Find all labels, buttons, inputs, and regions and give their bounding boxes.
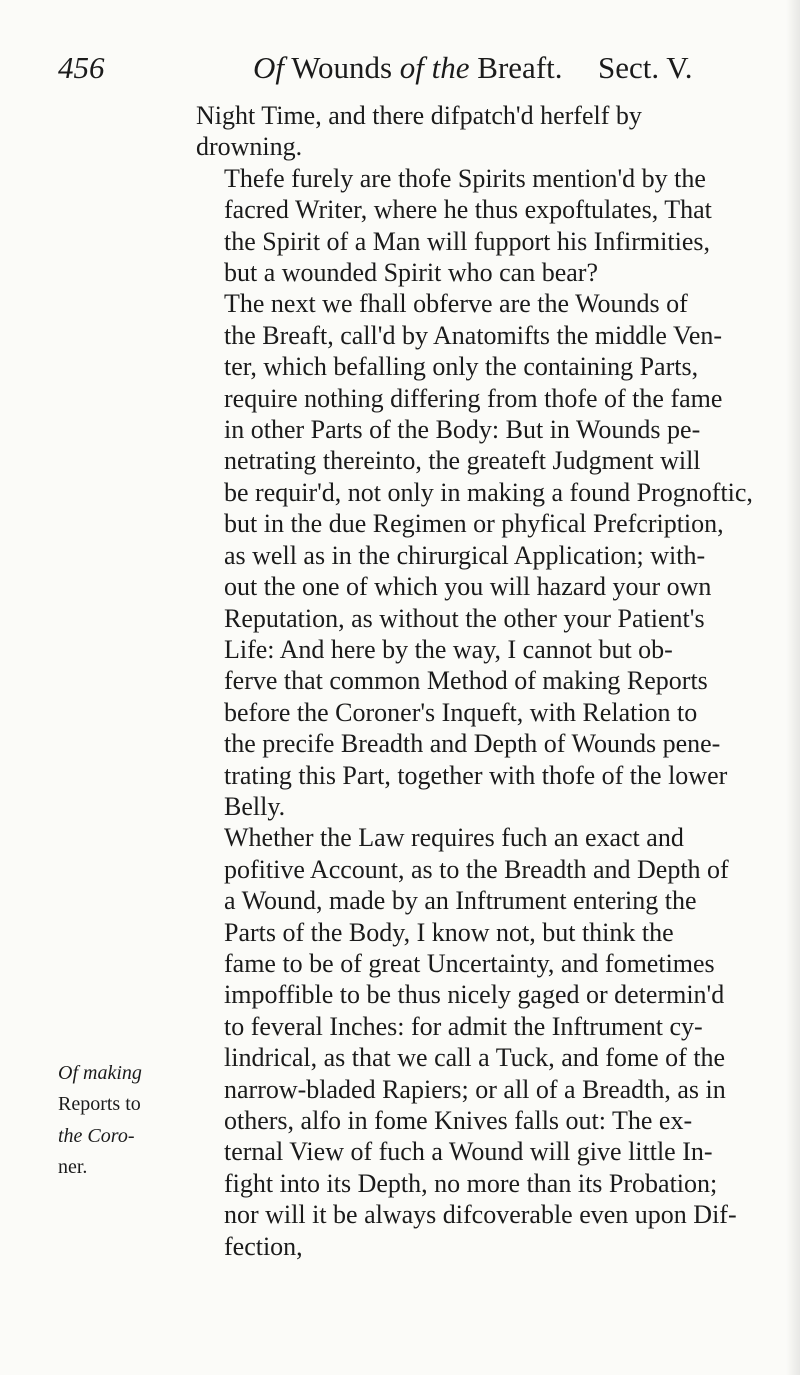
text-line: fight into its Depth, no more than its Probation;: [224, 1168, 718, 1198]
text-line: lindrical, as that we call a Tuck, and fome of the: [224, 1043, 726, 1073]
running-head: [253, 50, 563, 86]
text-line: require nothing differing from thofe of the fame: [224, 383, 723, 413]
text-line: be requir'd, not only in making a found Prognoftic,: [224, 477, 753, 507]
text-line: Whether the Law requires fuch an exact and: [224, 823, 684, 853]
text-line: ternal View of fuch a Wound will give little In-: [224, 1137, 713, 1167]
text-line: others, alfo in fome Knives falls out: The ex-: [224, 1106, 693, 1135]
running-head-title: Wounds: [291, 50, 393, 85]
text-line: Belly.: [224, 791, 286, 821]
margin-note-line: Reports to: [58, 1093, 141, 1116]
text-line: The next we fhall obferve are the Wounds of: [224, 289, 688, 319]
text-line: impoffible to be thus nicely gaged or determin'd: [224, 980, 725, 1010]
text-line: as well as in the chirurgical Application; with-: [224, 540, 706, 570]
running-head-of-the: of the: [399, 50, 470, 85]
text-line: pofitive Account, as to the Breadth and Depth of: [224, 854, 729, 884]
text-line: ferve that common Method of making Reports: [224, 666, 708, 696]
text-line: but a wounded Spirit who can bear?: [224, 258, 599, 288]
text-line: ter, which befalling only the containing Parts,: [224, 352, 699, 382]
running-head-of: Of: [253, 50, 284, 85]
text-line: the Spirit of a Man will fupport his Infirmities,: [224, 226, 710, 256]
text-line: the Breaft, call'd by Anatomifts the middle Ven-: [224, 320, 723, 350]
margin-note-line: Of making: [58, 1062, 142, 1084]
page-edge-shadow: [786, 0, 800, 1375]
text-line: the precife Breadth and Depth of Wounds pene-: [224, 729, 721, 759]
text-line: trating this Part, together with thofe of the lower: [224, 760, 728, 790]
text-line: netrating thereinto, the greateft Judgment will: [224, 446, 701, 476]
text-line: Life: And here by the way, I cannot but ob-: [224, 634, 673, 664]
text-line: Night Time, and there difpatch'd herfelf by: [196, 101, 642, 130]
text-line: Thefe furely are thofe Spirits mention'd by the: [224, 163, 706, 193]
margin-note-line: the Coro-: [58, 1124, 135, 1147]
text-line: Reputation, as without the other your Patient's: [224, 603, 705, 633]
text-line: out the one of which you will hazard your own: [224, 572, 712, 602]
text-line: in other Parts of the Body: But in Wounds pe-: [224, 415, 701, 445]
section-mark: Sect. V.: [598, 50, 693, 85]
paragraph: [196, 288, 776, 822]
paragraph: [196, 163, 776, 289]
text-line: fection,: [224, 1231, 303, 1261]
running-head-end: Breaft.: [477, 50, 563, 85]
paragraph: [196, 100, 776, 163]
text-line: nor will it be always difcoverable even upon Dif-: [224, 1200, 737, 1230]
margin-note-line: ner.: [58, 1156, 88, 1179]
text-line: fame to be of great Uncertainty, and fometimes: [224, 948, 715, 978]
text-line: to feveral Inches: for admit the Inftrument cy-: [224, 1011, 703, 1041]
margin-note: [58, 1058, 188, 1184]
text-line: facred Writer, where he thus expoftulates, That: [224, 195, 712, 225]
paragraph: [196, 822, 776, 1262]
text-line: narrow-bladed Rapiers; or all of a Breadth, as in: [224, 1074, 726, 1104]
page-number: 456: [58, 50, 105, 85]
text-line: drowning.: [196, 132, 303, 162]
text-line: a Wound, made by an Inftrument entering the: [224, 886, 697, 916]
text-line: Parts of the Body, I know not, but think the: [224, 917, 674, 947]
body-text: [196, 100, 776, 1262]
page-header: [58, 50, 778, 100]
text-line: but in the due Regimen or phyfical Prefcription,: [224, 509, 724, 539]
text-line: before the Coroner's Inqueft, with Relation to: [224, 697, 698, 727]
